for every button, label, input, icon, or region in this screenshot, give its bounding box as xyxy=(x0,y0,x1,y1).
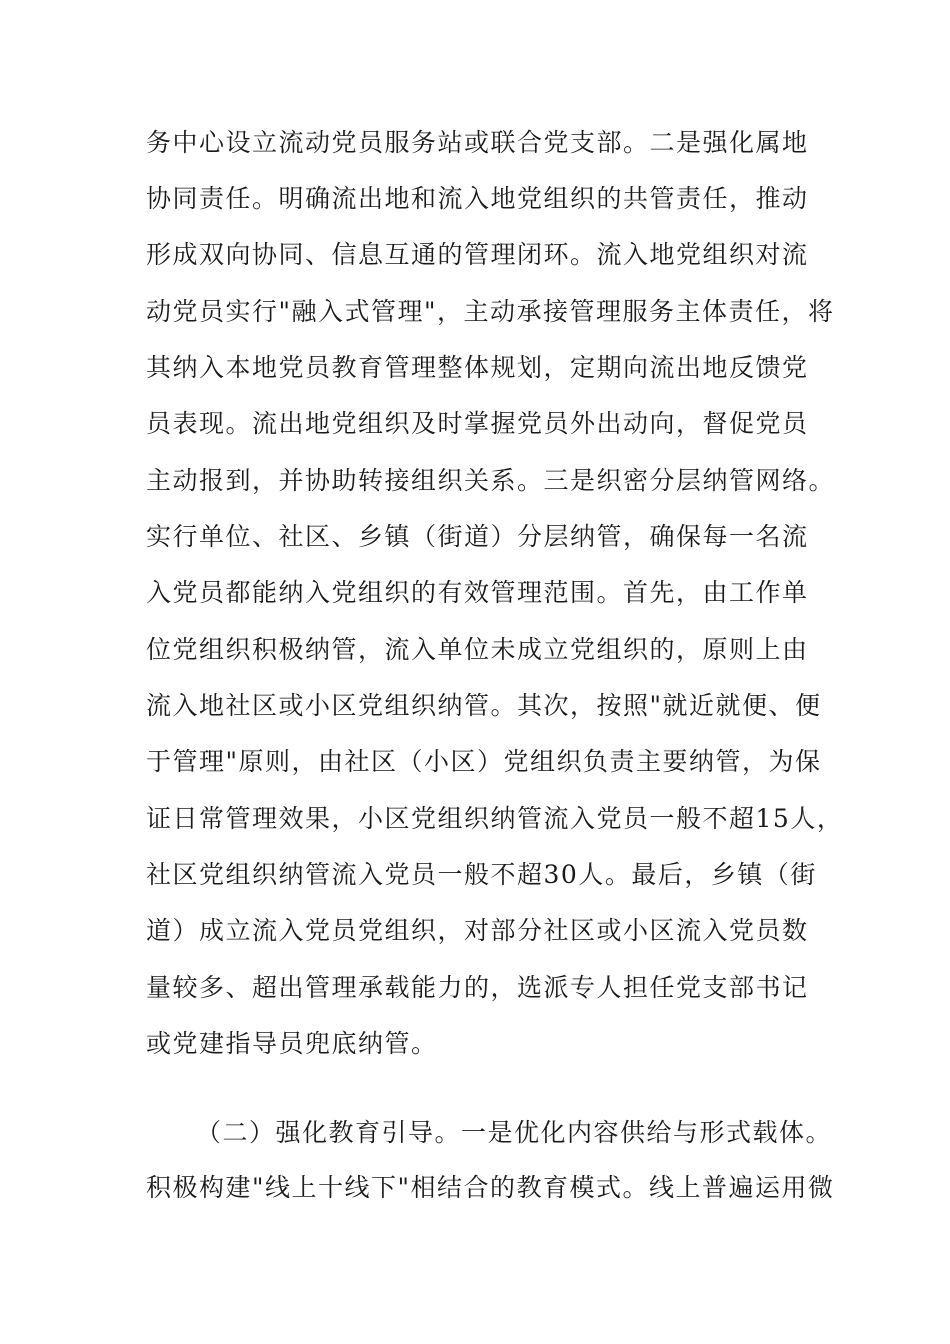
text-line-3: 形成双向协同、信息互通的管理闭环。流入地党组织对流 xyxy=(146,240,809,269)
text-line-2: 协同责任。明确流出地和流入地党组织的共管责任，推动 xyxy=(146,184,809,213)
text-line-7: 主动报到，并协助转接组织关系。三是织密分层纳管网络。 xyxy=(146,466,836,495)
text-line-5: 其纳入本地党员教育管理整体规划，定期向流出地反馈党 xyxy=(146,353,809,382)
text-line-14: 社区党组织纳管流入党员一般不超30人。最后，乡镇（街 xyxy=(146,860,817,889)
text-line-13: 证日常管理效果，小区党组织纳管流入党员一般不超15人， xyxy=(146,804,844,833)
text-line-6: 员表现。流出地党组织及时掌握党员外出动向，督促党员 xyxy=(146,409,809,438)
section-heading-line: （二）强化教育引导。一是优化内容供给与形式载体。 xyxy=(196,1118,833,1147)
text-line-17: 或党建指导员兜底纳管。 xyxy=(146,1029,438,1058)
text-line-16: 量较多、超出管理承载能力的，选派专人担任党支部书记 xyxy=(146,973,809,1002)
text-line-9: 入党员都能纳入党组织的有效管理范围。首先，由工作单 xyxy=(146,578,809,607)
text-line-12: 于管理"原则，由社区（小区）党组织负责主要纳管，为保 xyxy=(146,747,822,776)
text-line-19: 积极构建"线上十线下"相结合的教育模式。线上普遍运用微 xyxy=(146,1173,835,1202)
text-line-1: 务中心设立流动党员服务站或联合党支部。二是强化属地 xyxy=(146,128,809,157)
text-line-10: 位党组织积极纳管，流入单位未成立党组织的，原则上由 xyxy=(146,635,809,664)
text-line-4: 动党员实行"融入式管理"，主动承接管理服务主体责任，将 xyxy=(146,297,835,326)
text-line-8: 实行单位、社区、乡镇（街道）分层纳管，确保每一名流 xyxy=(146,522,809,551)
text-line-15: 道）成立流入党员党组织，对部分社区或小区流入党员数 xyxy=(146,916,809,945)
text-line-11: 流入地社区或小区党组织纳管。其次，按照"就近就便、便 xyxy=(146,691,822,720)
